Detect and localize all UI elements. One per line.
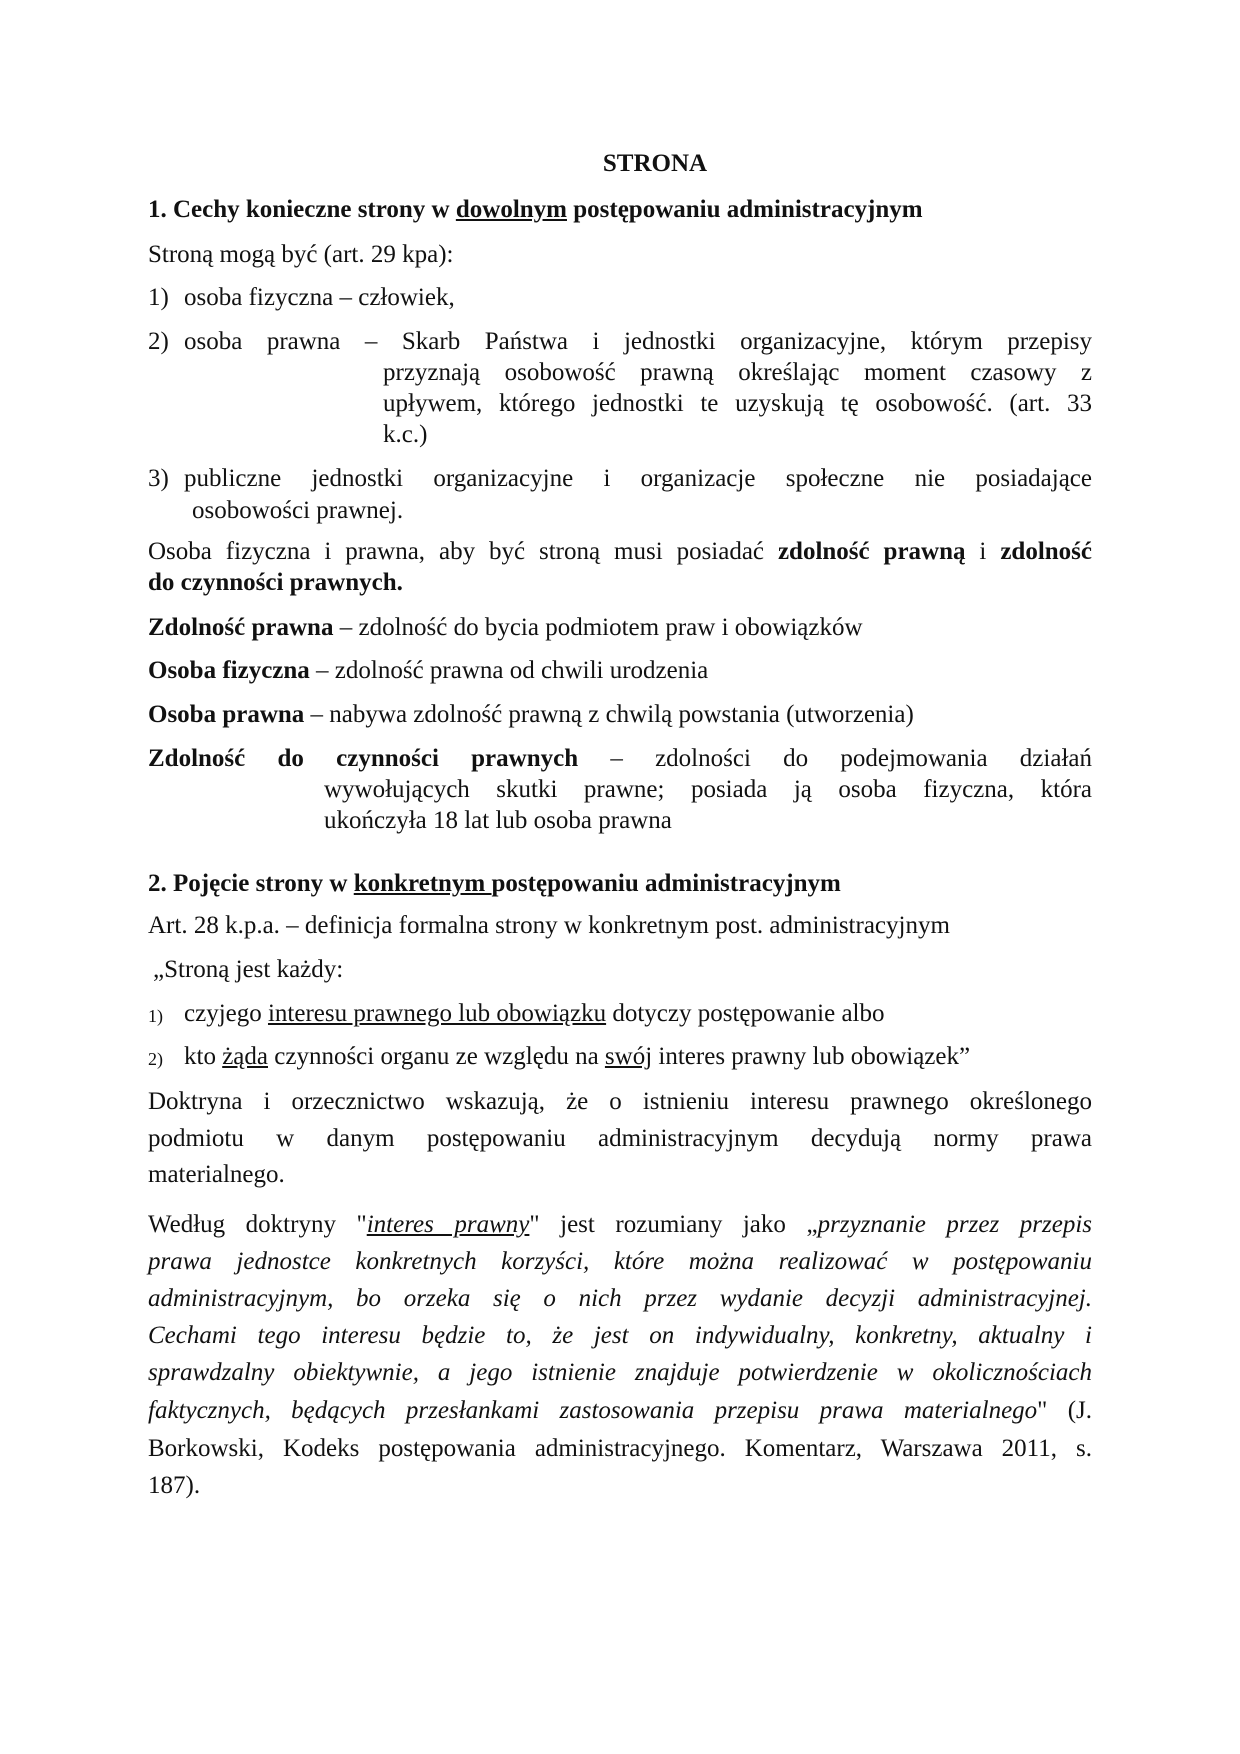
quote-list-item [184, 1042, 970, 1072]
text: 187). [148, 1472, 201, 1499]
text: osoba prawna – Skarb Państwa i jednostki organizacyjne, którym przepisy [184, 328, 1092, 355]
section-heading-1 [148, 195, 923, 225]
list-number: 1) [148, 284, 169, 311]
paragraph-line [148, 1247, 1092, 1277]
text: – zdolności do podejmowania działań [578, 745, 1092, 772]
section-heading-2 [148, 869, 841, 899]
text: materialnego. [148, 1161, 285, 1188]
italic-text: administracyjnym, bo orzeka się o nich przez wydanie decyzji administracyjnej. [148, 1285, 1092, 1312]
italic-text: sprawdzalny obiektywnie, a jego istnienie znajduje potwierdzenie w okolicznościach [148, 1359, 1092, 1386]
bold-text: zdolność [1000, 538, 1092, 565]
text: Doktryna i orzecznictwo wskazują, że o istnieniu interesu prawnego określonego [148, 1088, 1092, 1115]
paragraph-line [148, 568, 403, 598]
bold-text: do czynności prawnych. [148, 569, 403, 596]
text: interes prawny lub obowiązek” [652, 1043, 971, 1070]
bold-text: 2. Pojęcie strony w [148, 870, 354, 897]
definition-line [148, 744, 1092, 774]
underlined-text: żąda [222, 1043, 268, 1070]
bold-text: Zdolność prawna [148, 614, 334, 641]
italic-text: prawa jednostce konkretnych korzyści, które można realizować w postępowaniu [148, 1248, 1092, 1275]
italic-text: faktycznych, będących przesłankami zastosowania przepisu prawa materialnego [148, 1397, 1038, 1424]
text: „Stroną jest każdy: [153, 956, 344, 983]
text: Osoba fizyczna i prawna, aby być stroną musi posiadać [148, 538, 778, 565]
text: – zdolność do bycia podmiotem praw i obowiązków [333, 614, 863, 641]
bold-text: postępowaniu administracyjnym [567, 196, 923, 223]
text: dotyczy postępowanie albo [606, 1000, 885, 1027]
list-number: 2) [148, 1049, 163, 1069]
bold-text: dowolnym [455, 196, 567, 223]
text: czynności organu ze względu na [268, 1043, 605, 1070]
bold-text: Osoba prawna [148, 701, 305, 728]
list-item [184, 464, 1092, 494]
text: ukończyła 18 lat lub osoba prawna [324, 807, 672, 834]
bold-text: Osoba fizyczna [148, 657, 310, 684]
document-title [148, 149, 1162, 179]
bold-text: 1. Cechy konieczne strony w [148, 196, 456, 223]
text: osoba fizyczna – człowiek, [184, 284, 455, 311]
bold-text: Zdolność do czynności prawnych [148, 745, 579, 772]
text: kto [184, 1043, 223, 1070]
paragraph-line [148, 1284, 1092, 1314]
text: " jest rozumiany jako „ [529, 1211, 818, 1238]
list-item [184, 327, 1092, 357]
underlined-text: interesu prawnego lub obowiązku [267, 1000, 607, 1027]
list-item [184, 283, 455, 313]
list-item-continuation [383, 358, 1092, 388]
text: Borkowski, Kodeks postępowania administracyjnego. Komentarz, Warszawa 2011, s. [148, 1435, 1092, 1462]
definition-continuation [324, 775, 1092, 805]
text: " (J. [1037, 1397, 1092, 1424]
paragraph-line [148, 1210, 1092, 1240]
list-item-continuation [383, 420, 427, 450]
bold-text: zdolność prawną [777, 538, 966, 565]
text: przyznają osobowość prawną określając moment czasowy z [383, 359, 1092, 386]
text: Art. 28 k.p.a. – definicja formalna strony w konkretnym post. administracyjnym [148, 912, 950, 939]
italic-text: przyznanie przez przepis [817, 1211, 1092, 1238]
underlined-text: swój [604, 1043, 653, 1070]
text: publiczne jednostki organizacyjne i organizacje społeczne nie posiadające [184, 465, 1092, 492]
paragraph-line [148, 1396, 1092, 1426]
list-number: 1) [148, 1006, 163, 1026]
definition-line [148, 700, 914, 730]
text: upływem, którego jednostki te uzyskują tę osobowość. (art. 33 [383, 390, 1092, 417]
text: osobowości prawnej. [192, 497, 404, 524]
paragraph-line [148, 1321, 1092, 1351]
text: – nabywa zdolność prawną z chwilą powstania (utworzenia) [304, 701, 914, 728]
list-item-continuation [383, 389, 1092, 419]
list-number: 3) [148, 465, 169, 492]
definition-continuation [324, 806, 672, 836]
paragraph-line [148, 1471, 200, 1501]
text: czyjego [184, 1000, 268, 1027]
definition-line [148, 613, 863, 643]
text: wywołujących skutki prawne; posiada ją osoba fizyczna, która [324, 776, 1092, 803]
definition-line [148, 656, 708, 686]
bold-text: STRONA [602, 150, 708, 177]
text: i [965, 538, 1001, 565]
italic-text: Cechami tego interesu będzie to, że jest on indywidualny, konkretny, aktualny i [148, 1322, 1092, 1349]
text: podmiotu w danym postępowaniu administracyjnym decydują normy prawa [148, 1125, 1092, 1152]
paragraph-line [148, 240, 453, 270]
text: Stroną mogą być (art. 29 kpa): [148, 241, 454, 268]
paragraph-line [148, 911, 950, 941]
paragraph-line [148, 1434, 1092, 1464]
paragraph-line [148, 1124, 1092, 1154]
text: Według doktryny " [148, 1211, 367, 1238]
text: – zdolność prawna od chwili urodzenia [309, 657, 709, 684]
quote-line [153, 955, 343, 985]
paragraph-line [148, 1358, 1092, 1388]
text: k.c.) [383, 421, 428, 448]
paragraph-line [148, 1160, 285, 1190]
bold-text: postępowaniu administracyjnym [491, 870, 841, 897]
underlined-text: interes prawny [366, 1211, 530, 1238]
paragraph-line [148, 537, 1092, 567]
list-number: 2) [148, 328, 169, 355]
quote-list-item [184, 999, 885, 1029]
paragraph-line [148, 1087, 1092, 1117]
bold-text: konkretnym [353, 870, 492, 897]
list-item-continuation [192, 496, 403, 526]
